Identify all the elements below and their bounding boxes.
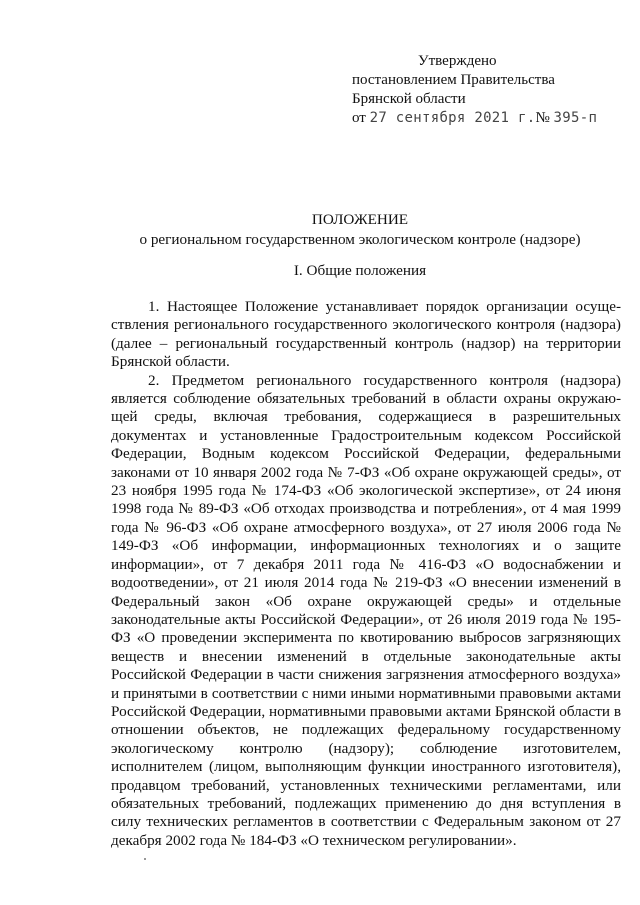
scan-speck	[144, 858, 146, 860]
document-subtitle: о региональном государственном экологическом контроле (надзоре)	[139, 231, 581, 248]
document-body	[111, 298, 621, 850]
approval-heading: Утверждено	[418, 53, 497, 69]
approval-block	[352, 52, 612, 128]
approval-region-line: Брянской области	[352, 91, 466, 107]
approval-date-line	[352, 109, 612, 128]
number-prefix: №	[535, 110, 550, 126]
number-stamp: 395-п	[553, 110, 598, 126]
document-title: ПОЛОЖЕНИЕ	[311, 211, 409, 228]
paragraph-1: 1. Настоящее Положение устанавливает порядок организации осуществления регионального государственного экологического контроля (надзора) (далее – региональный государственный контроль (надзор) на территории Брянской области.	[111, 298, 621, 371]
approval-decree-line: постановлением Правительства	[352, 72, 555, 88]
section-title: I. Общие положения	[293, 262, 427, 279]
date-prefix: от	[352, 110, 366, 126]
date-stamp: 27 сентября 2021 г.	[369, 110, 536, 126]
paragraph-2: 2. Предметом регионального государственного контроля (надзора) является соблюдение обязательных требований в области охраны окружающей среды, включая требования, содержащиеся в разрешительных документах и установленные Градостроительным кодексом Российской Федерации, Водным кодексом Российской Федерации, федеральными законами от 10 января 2002 года № 7-ФЗ «Об охране окружающей среды», от 23 ноября 1995 года № 174-ФЗ «Об экологической экспертизе», от 24 июня 1998 года № 89-ФЗ «Об отходах производства и потребления», от 4 мая 1999 года № 96-ФЗ «Об охране атмосферного воздуха», от 27 июля 2006 года № 149-ФЗ «Об информации, информационных технологиях и о защите информации», от 7 декабря 2011 года № 416-ФЗ «О водоснабжении и водоотведении», от 21 июля 2014 года № 219-ФЗ «О внесении изменений в Федеральный закон «Об охране окружающей среды» и отдельные законодательные акты Российской Федерации», от 26 июля 2019 года № 195-ФЗ «О проведении эксперимента по квотированию выбросов загрязняющих веществ и внесении изменений в отдельные законодательные акты Российской Федерации в части снижения загрязнения атмосферного воздуха» и принятыми в соответствии с ними иными нормативными правовыми актами Российской Федерации, нормативными правовыми актами Брянской области в отношении объектов, не подлежащих федеральному государственному экологическому контролю (надзору); соблюдение изготовителем, исполнителем (лицом, выполняющим функции иностранного изготовителя), продавцом требований, установленных техническими регламентами, или обязательных требований, подлежащих применению до дня вступления в силу технических регламентов в соответствии с Федеральным законом от 27 декабря 2002 года № 184-ФЗ «О техническом регулировании».	[111, 371, 621, 849]
